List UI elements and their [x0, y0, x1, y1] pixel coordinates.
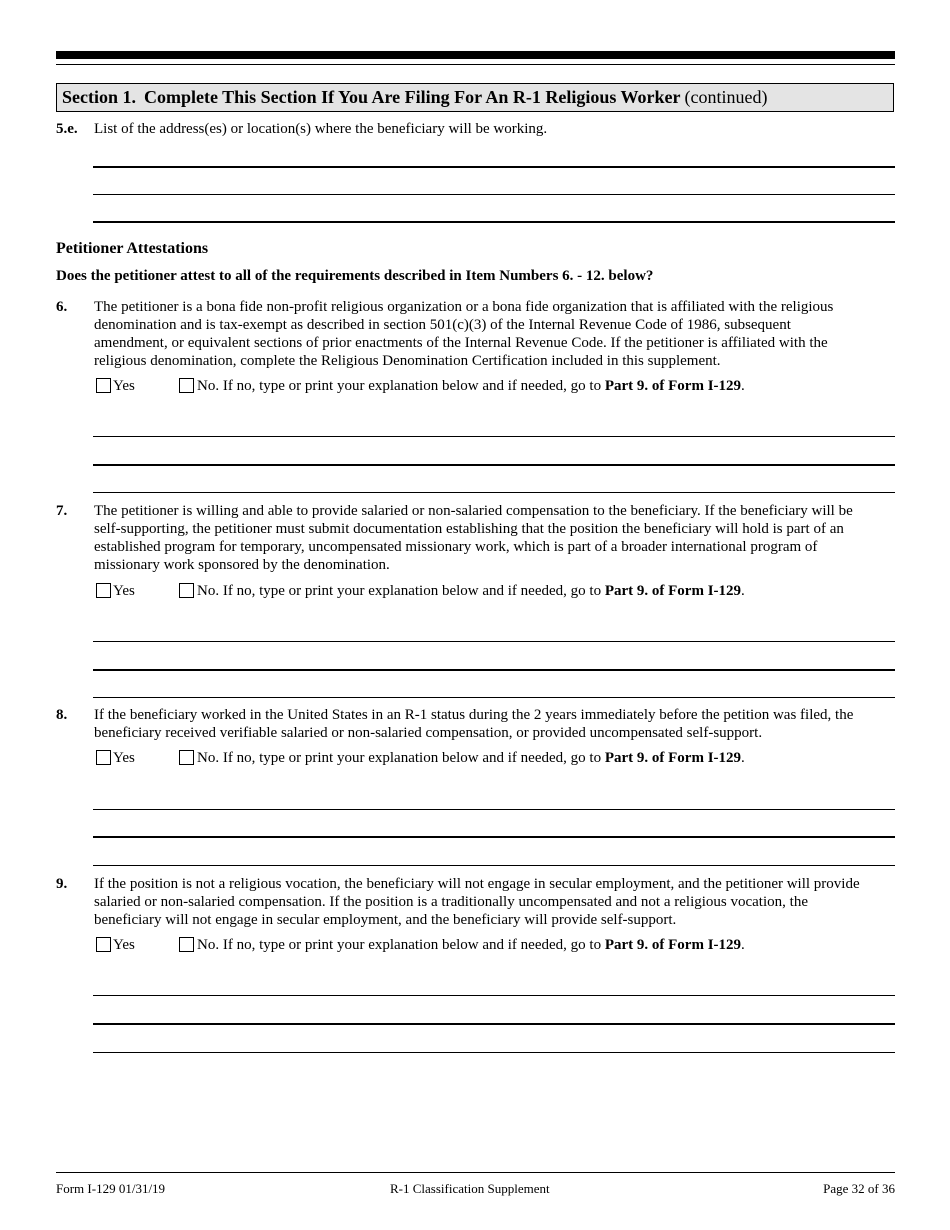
item-7-no-end: . — [741, 583, 745, 599]
item-9-no-checkbox[interactable] — [179, 937, 194, 952]
item-9-no-label: No. If no, type or print your explanation below and if needed, go to — [197, 937, 605, 953]
section-header — [56, 83, 894, 112]
item-6-line: The petitioner is a bona fide non-profit religious organization or a bona fide organization that is affiliated with the religious — [94, 299, 834, 315]
item-6-no-label: No. If no, type or print your explanation below and if needed, go to — [197, 378, 605, 394]
item-9-text — [94, 875, 894, 929]
item-8-no-checkbox[interactable] — [179, 750, 194, 765]
section-title: Complete This Section If You Are Filing For An R-1 Religious Worker — [144, 87, 681, 107]
item-9-answer-line-3[interactable] — [93, 1052, 895, 1053]
item-9-line: If the position is not a religious vocation, the beneficiary will not engage in secular employment, and the petitioner will provide — [94, 876, 860, 892]
attestations-question: Does the petitioner attest to all of the requirements described in Item Numbers 6. - 12. below? — [56, 268, 654, 284]
top-thin-rule — [56, 64, 895, 65]
item-6-yes-label: Yes — [113, 378, 135, 394]
item-7-no-ref: Part 9. of Form I-129 — [604, 583, 742, 599]
item-6-no-checkbox[interactable] — [179, 378, 194, 393]
item-8-no-option[interactable] — [179, 749, 745, 767]
item-8-yes-option[interactable] — [96, 749, 135, 767]
top-thick-rule — [56, 51, 895, 59]
item-8-no-ref: Part 9. of Form I-129 — [604, 750, 742, 766]
section-continued: (continued) — [684, 87, 768, 107]
section-number: Section 1. — [62, 87, 136, 107]
item-7-answer-line-1[interactable] — [93, 641, 895, 642]
item-7-yes-option[interactable] — [96, 582, 135, 600]
item-8-yes-checkbox[interactable] — [96, 750, 111, 765]
item-9-yes-label: Yes — [113, 937, 135, 953]
item-7-line: established program for temporary, uncompensated missionary work, which is part of a broader international program of — [94, 539, 818, 555]
footer-rule — [56, 1172, 895, 1173]
item-9-answer-line-1[interactable] — [93, 995, 895, 996]
item-8-no-label: No. If no, type or print your explanation below and if needed, go to — [197, 750, 605, 766]
item-6-yes-option[interactable] — [96, 377, 135, 395]
item-7-answer-line-3[interactable] — [93, 697, 895, 698]
item-8-number: 8. — [56, 707, 68, 723]
item-9-number: 9. — [56, 876, 68, 892]
item-6-answer-line-2[interactable] — [93, 464, 895, 466]
item-6-answer-line-3[interactable] — [93, 492, 895, 493]
item-5e-answer-line-3[interactable] — [93, 221, 895, 223]
attestations-heading: Petitioner Attestations — [56, 240, 209, 257]
item-6-no-ref: Part 9. of Form I-129 — [604, 378, 742, 394]
item-8-text — [94, 706, 894, 742]
item-6-no-option[interactable] — [179, 377, 745, 395]
item-9-no-ref: Part 9. of Form I-129 — [604, 937, 742, 953]
item-6-line: religious denomination, complete the Religious Denomination Certification included in this supplement. — [94, 353, 721, 369]
item-7-answer-line-2[interactable] — [93, 669, 895, 671]
item-5e-answer-line-1[interactable] — [93, 166, 895, 168]
item-9-yes-checkbox[interactable] — [96, 937, 111, 952]
item-9-answer-line-2[interactable] — [93, 1023, 895, 1025]
item-9-no-option[interactable] — [179, 936, 745, 954]
item-8-line: beneficiary received verifiable salaried or non-salaried compensation, or provided uncompensated self-support. — [94, 725, 763, 741]
item-6-line: amendment, or equivalent sections of prior enactments of the Internal Revenue Code. If the petitioner is affiliated with the — [94, 335, 828, 351]
item-6-yes-checkbox[interactable] — [96, 378, 111, 393]
item-6-number: 6. — [56, 299, 68, 315]
item-7-no-option[interactable] — [179, 582, 745, 600]
item-8-line: If the beneficiary worked in the United States in an R-1 status during the 2 years immediately before the petition was filed, the — [94, 707, 854, 723]
item-6-answer-line-1[interactable] — [93, 436, 895, 437]
item-7-number: 7. — [56, 503, 68, 519]
item-6-no-end: . — [741, 378, 745, 394]
item-8-answer-line-2[interactable] — [93, 836, 895, 838]
item-5e-number: 5.e. — [56, 121, 78, 137]
item-7-no-label: No. If no, type or print your explanation below and if needed, go to — [197, 583, 605, 599]
item-7-no-checkbox[interactable] — [179, 583, 194, 598]
item-7-yes-checkbox[interactable] — [96, 583, 111, 598]
item-9-yes-option[interactable] — [96, 936, 135, 954]
item-6-line: denomination and is tax-exempt as described in section 501(c)(3) of the Internal Revenue Code of 1986, subsequent — [94, 317, 791, 333]
item-7-yes-label: Yes — [113, 583, 135, 599]
item-7-line: self-supporting, the petitioner must submit documentation establishing that the position the beneficiary will hold is part of an — [94, 521, 844, 537]
item-8-no-end: . — [741, 750, 745, 766]
item-7-line: missionary work sponsored by the denomination. — [94, 557, 390, 573]
item-9-line: salaried or non-salaried compensation. If the position is a traditionally uncompensated and not a religious vocation, the — [94, 894, 808, 910]
item-7-text — [94, 502, 894, 574]
item-9-line: beneficiary will not engage in secular employment, and the beneficiary will provide self-support. — [94, 912, 677, 928]
item-9-no-end: . — [741, 937, 745, 953]
item-5e-text: List of the address(es) or location(s) where the beneficiary will be working. — [94, 121, 548, 137]
item-5e-answer-line-2[interactable] — [93, 194, 895, 195]
item-8-answer-line-3[interactable] — [93, 865, 895, 866]
footer-form-id: Form I-129 01/31/19 — [56, 1181, 166, 1196]
item-8-yes-label: Yes — [113, 750, 135, 766]
item-6-text — [94, 298, 894, 370]
item-8-answer-line-1[interactable] — [93, 809, 895, 810]
footer-page-number: Page 32 of 36 — [823, 1181, 895, 1196]
footer-title: R-1 Classification Supplement — [390, 1181, 550, 1196]
item-7-line: The petitioner is willing and able to provide salaried or non-salaried compensation to the beneficiary. If the beneficiary will be — [94, 503, 853, 519]
